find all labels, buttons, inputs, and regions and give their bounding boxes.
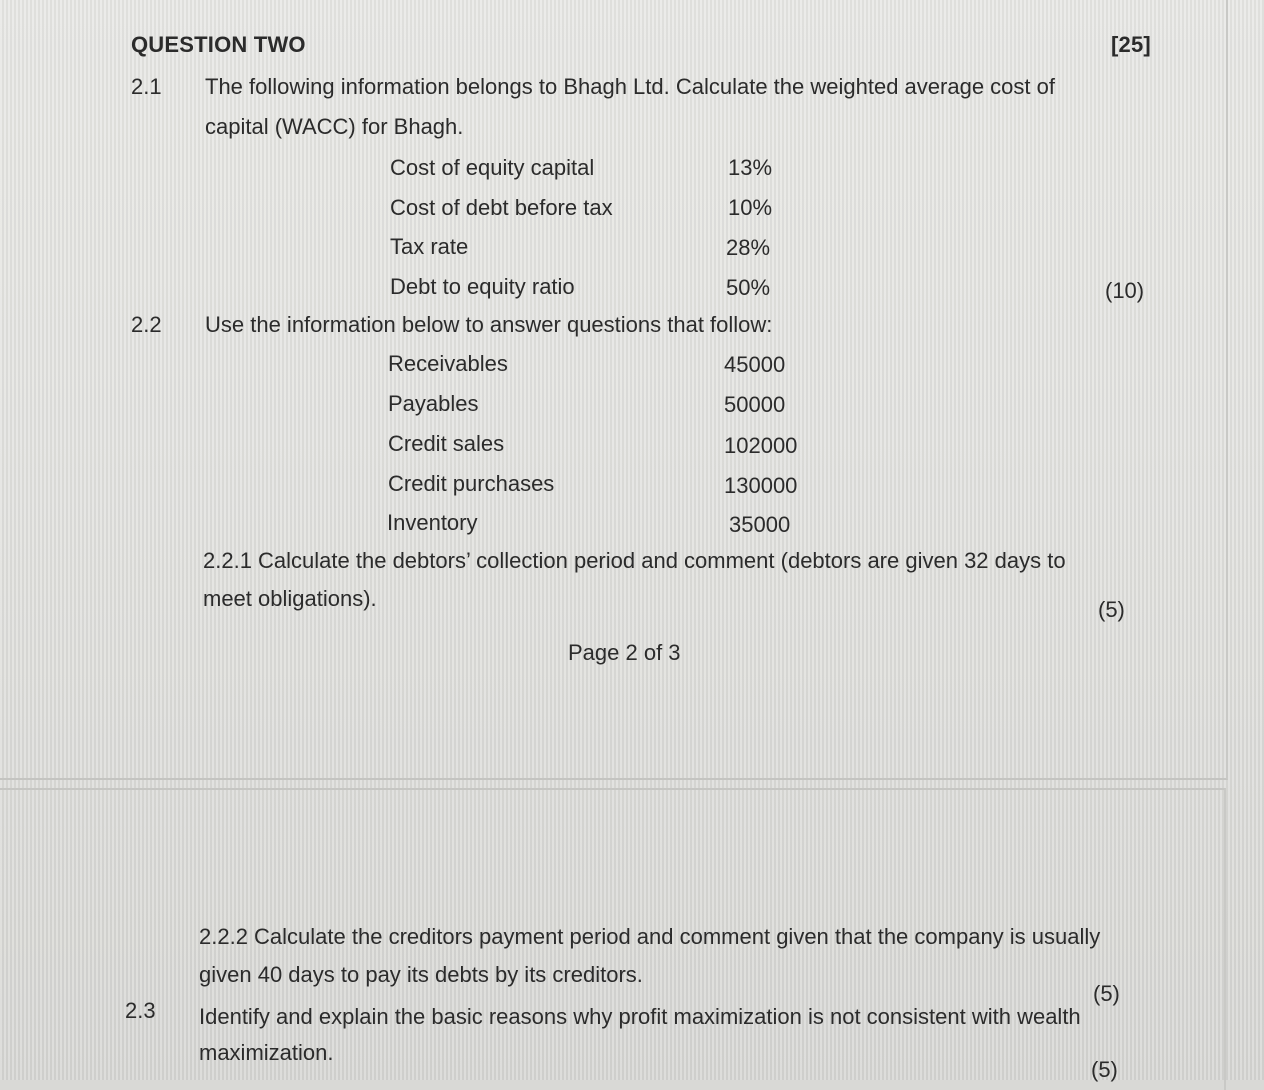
question-2-1-text-line1: The following information belongs to Bhagh Ltd. Calculate the weighted average cost of xyxy=(205,74,1055,99)
question-total-marks: [25] xyxy=(1111,32,1151,57)
question-2-2-2-line1: 2.2.2 Calculate the creditors payment period and comment given that the company is usually xyxy=(199,924,1101,949)
wacc-row-value: 28% xyxy=(726,235,771,260)
question-2-3-line2: maximization. xyxy=(199,1040,334,1065)
ratio-row-value: 45000 xyxy=(724,352,786,377)
wacc-row-label: Cost of equity capital xyxy=(390,155,595,180)
question-2-1-text-line2: capital (WACC) for Bhagh. xyxy=(205,114,464,139)
ratio-row-value: 50000 xyxy=(724,392,786,417)
question-2-3-marks: (5) xyxy=(1091,1057,1118,1082)
wacc-row-value: 50% xyxy=(726,275,771,300)
question-number-2-3: 2.3 xyxy=(125,998,156,1023)
ratio-row-label: Receivables xyxy=(388,351,508,376)
ratio-row-label: Payables xyxy=(388,391,479,416)
wacc-row-value: 13% xyxy=(728,155,773,180)
wacc-row-label: Cost of debt before tax xyxy=(390,195,613,220)
question-2-2-text: Use the information below to answer questions that follow: xyxy=(205,312,773,337)
ratio-row-value: 35000 xyxy=(729,512,791,537)
wacc-row-value: 10% xyxy=(728,195,773,220)
page-number-label: Page 2 of 3 xyxy=(568,640,681,665)
ratio-row-label: Credit sales xyxy=(388,431,505,456)
wacc-row-label: Tax rate xyxy=(390,234,469,259)
question-number-2-2: 2.2 xyxy=(131,312,162,337)
question-2-1-marks: (10) xyxy=(1105,278,1145,303)
question-2-2-1-line1: 2.2.1 Calculate the debtors’ collection period and comment (debtors are given 32 days to xyxy=(203,548,1066,573)
question-2-3-line1: Identify and explain the basic reasons why profit maximization is not consistent with wealth xyxy=(199,1004,1081,1029)
ratio-row-value: 130000 xyxy=(724,473,798,498)
question-2-2-2-marks: (5) xyxy=(1093,981,1120,1006)
question-2-2-1-line2: meet obligations). xyxy=(203,586,377,611)
question-2-2-2-line2: given 40 days to pay its debts by its creditors. xyxy=(199,962,643,987)
ratio-row-value: 102000 xyxy=(724,433,798,458)
question-number-2-1: 2.1 xyxy=(131,74,162,99)
question-title: QUESTION TWO xyxy=(131,32,306,57)
ratio-row-label: Credit purchases xyxy=(388,471,555,496)
ratio-row-label: Inventory xyxy=(387,510,478,535)
wacc-row-label: Debt to equity ratio xyxy=(390,274,575,299)
question-2-2-1-marks: (5) xyxy=(1098,597,1125,622)
